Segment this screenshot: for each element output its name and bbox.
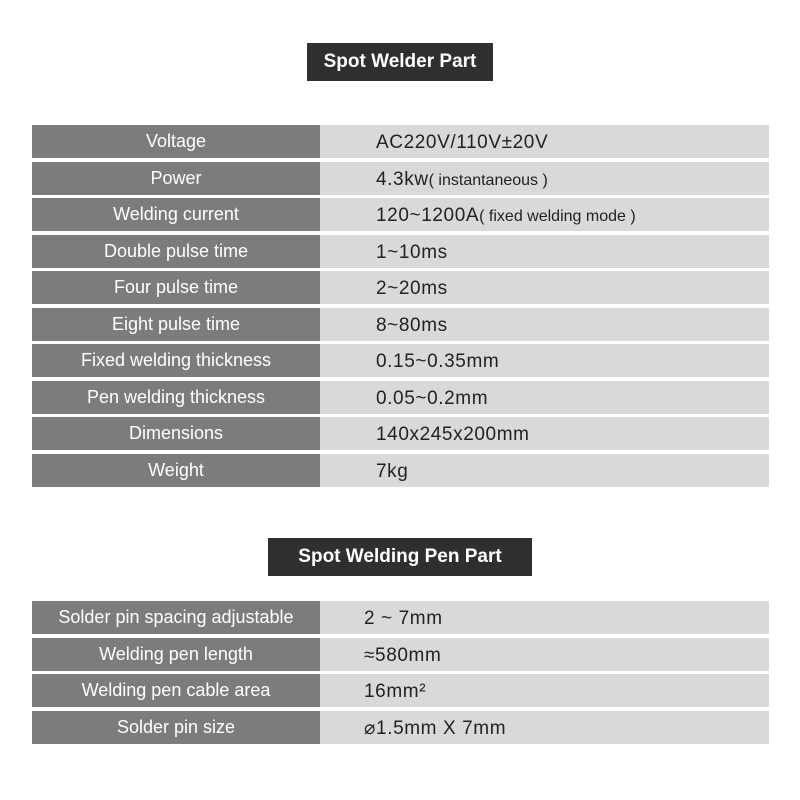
spec-value bbox=[320, 235, 769, 268]
spec-value-text: 120~1200A bbox=[376, 205, 480, 226]
spec-label: Solder pin spacing adjustable bbox=[32, 601, 320, 634]
spec-value bbox=[320, 344, 769, 377]
spot-welding-pen-spec-table bbox=[32, 601, 769, 747]
spec-label: Power bbox=[32, 162, 320, 195]
spec-label: Solder pin size bbox=[32, 711, 320, 744]
spec-value bbox=[320, 674, 769, 707]
spec-value-text: 4.3kw bbox=[376, 168, 429, 190]
spec-row-fixed-welding-thickness bbox=[32, 344, 769, 377]
spec-row-welding-pen-length bbox=[32, 638, 769, 671]
spec-value-note: ( fixed welding mode ) bbox=[479, 208, 636, 225]
spec-value-text: 0.05~0.2mm bbox=[376, 387, 489, 409]
spec-label: Welding pen cable area bbox=[32, 674, 320, 707]
spec-value bbox=[320, 125, 769, 158]
spec-value-text: 16mm² bbox=[364, 681, 427, 702]
spec-label: Eight pulse time bbox=[32, 308, 320, 341]
spec-row-solder-pin-spacing bbox=[32, 601, 769, 634]
spot-welder-spec-table bbox=[32, 125, 769, 490]
spec-row-pen-welding-thickness bbox=[32, 381, 769, 414]
spec-row-solder-pin-size bbox=[32, 711, 769, 744]
spec-value bbox=[320, 198, 769, 231]
spec-value bbox=[320, 162, 769, 195]
spec-value-text: 7kg bbox=[376, 460, 409, 482]
spec-label: Voltage bbox=[32, 125, 320, 158]
spec-row-power bbox=[32, 162, 769, 195]
spec-label: Four pulse time bbox=[32, 271, 320, 304]
spec-value-text: 140x245x200mm bbox=[376, 424, 530, 445]
spec-value bbox=[320, 417, 769, 450]
spec-value bbox=[320, 711, 769, 744]
spec-row-eight-pulse-time bbox=[32, 308, 769, 341]
spec-row-weight bbox=[32, 454, 769, 487]
spec-row-four-pulse-time bbox=[32, 271, 769, 304]
spec-value-text: ⌀1.5mm X 7mm bbox=[364, 717, 507, 739]
spec-value-text: 8~80ms bbox=[376, 314, 448, 336]
spec-label: Double pulse time bbox=[32, 235, 320, 268]
spec-value bbox=[320, 454, 769, 487]
spec-value bbox=[320, 601, 769, 634]
spec-row-voltage bbox=[32, 125, 769, 158]
spec-value bbox=[320, 638, 769, 671]
spec-label: Dimensions bbox=[32, 417, 320, 450]
spec-row-double-pulse-time bbox=[32, 235, 769, 268]
spec-row-welding-pen-cable-area bbox=[32, 674, 769, 707]
spec-label: Welding current bbox=[32, 198, 320, 231]
spec-value-text: ≈580mm bbox=[364, 644, 442, 666]
spec-value-text: 2 ~ 7mm bbox=[364, 608, 443, 629]
spec-value-note: ( instantaneous ) bbox=[428, 171, 548, 189]
spec-value bbox=[320, 381, 769, 414]
spec-row-welding-current bbox=[32, 198, 769, 231]
spec-value-text: 0.15~0.35mm bbox=[376, 351, 500, 372]
spot-welding-pen-part-title: Spot Welding Pen Part bbox=[268, 538, 532, 576]
spec-row-dimensions bbox=[32, 417, 769, 450]
spec-value-text: AC220V/110V±20V bbox=[376, 132, 549, 153]
spec-label: Welding pen length bbox=[32, 638, 320, 671]
spec-value-text: 1~10ms bbox=[376, 241, 448, 263]
spec-value-text: 2~20ms bbox=[376, 278, 448, 299]
spot-welder-part-title: Spot Welder Part bbox=[307, 43, 493, 81]
spec-value bbox=[320, 308, 769, 341]
spec-label: Pen welding thickness bbox=[32, 381, 320, 414]
spec-value bbox=[320, 271, 769, 304]
spec-label: Weight bbox=[32, 454, 320, 487]
spec-label: Fixed welding thickness bbox=[32, 344, 320, 377]
